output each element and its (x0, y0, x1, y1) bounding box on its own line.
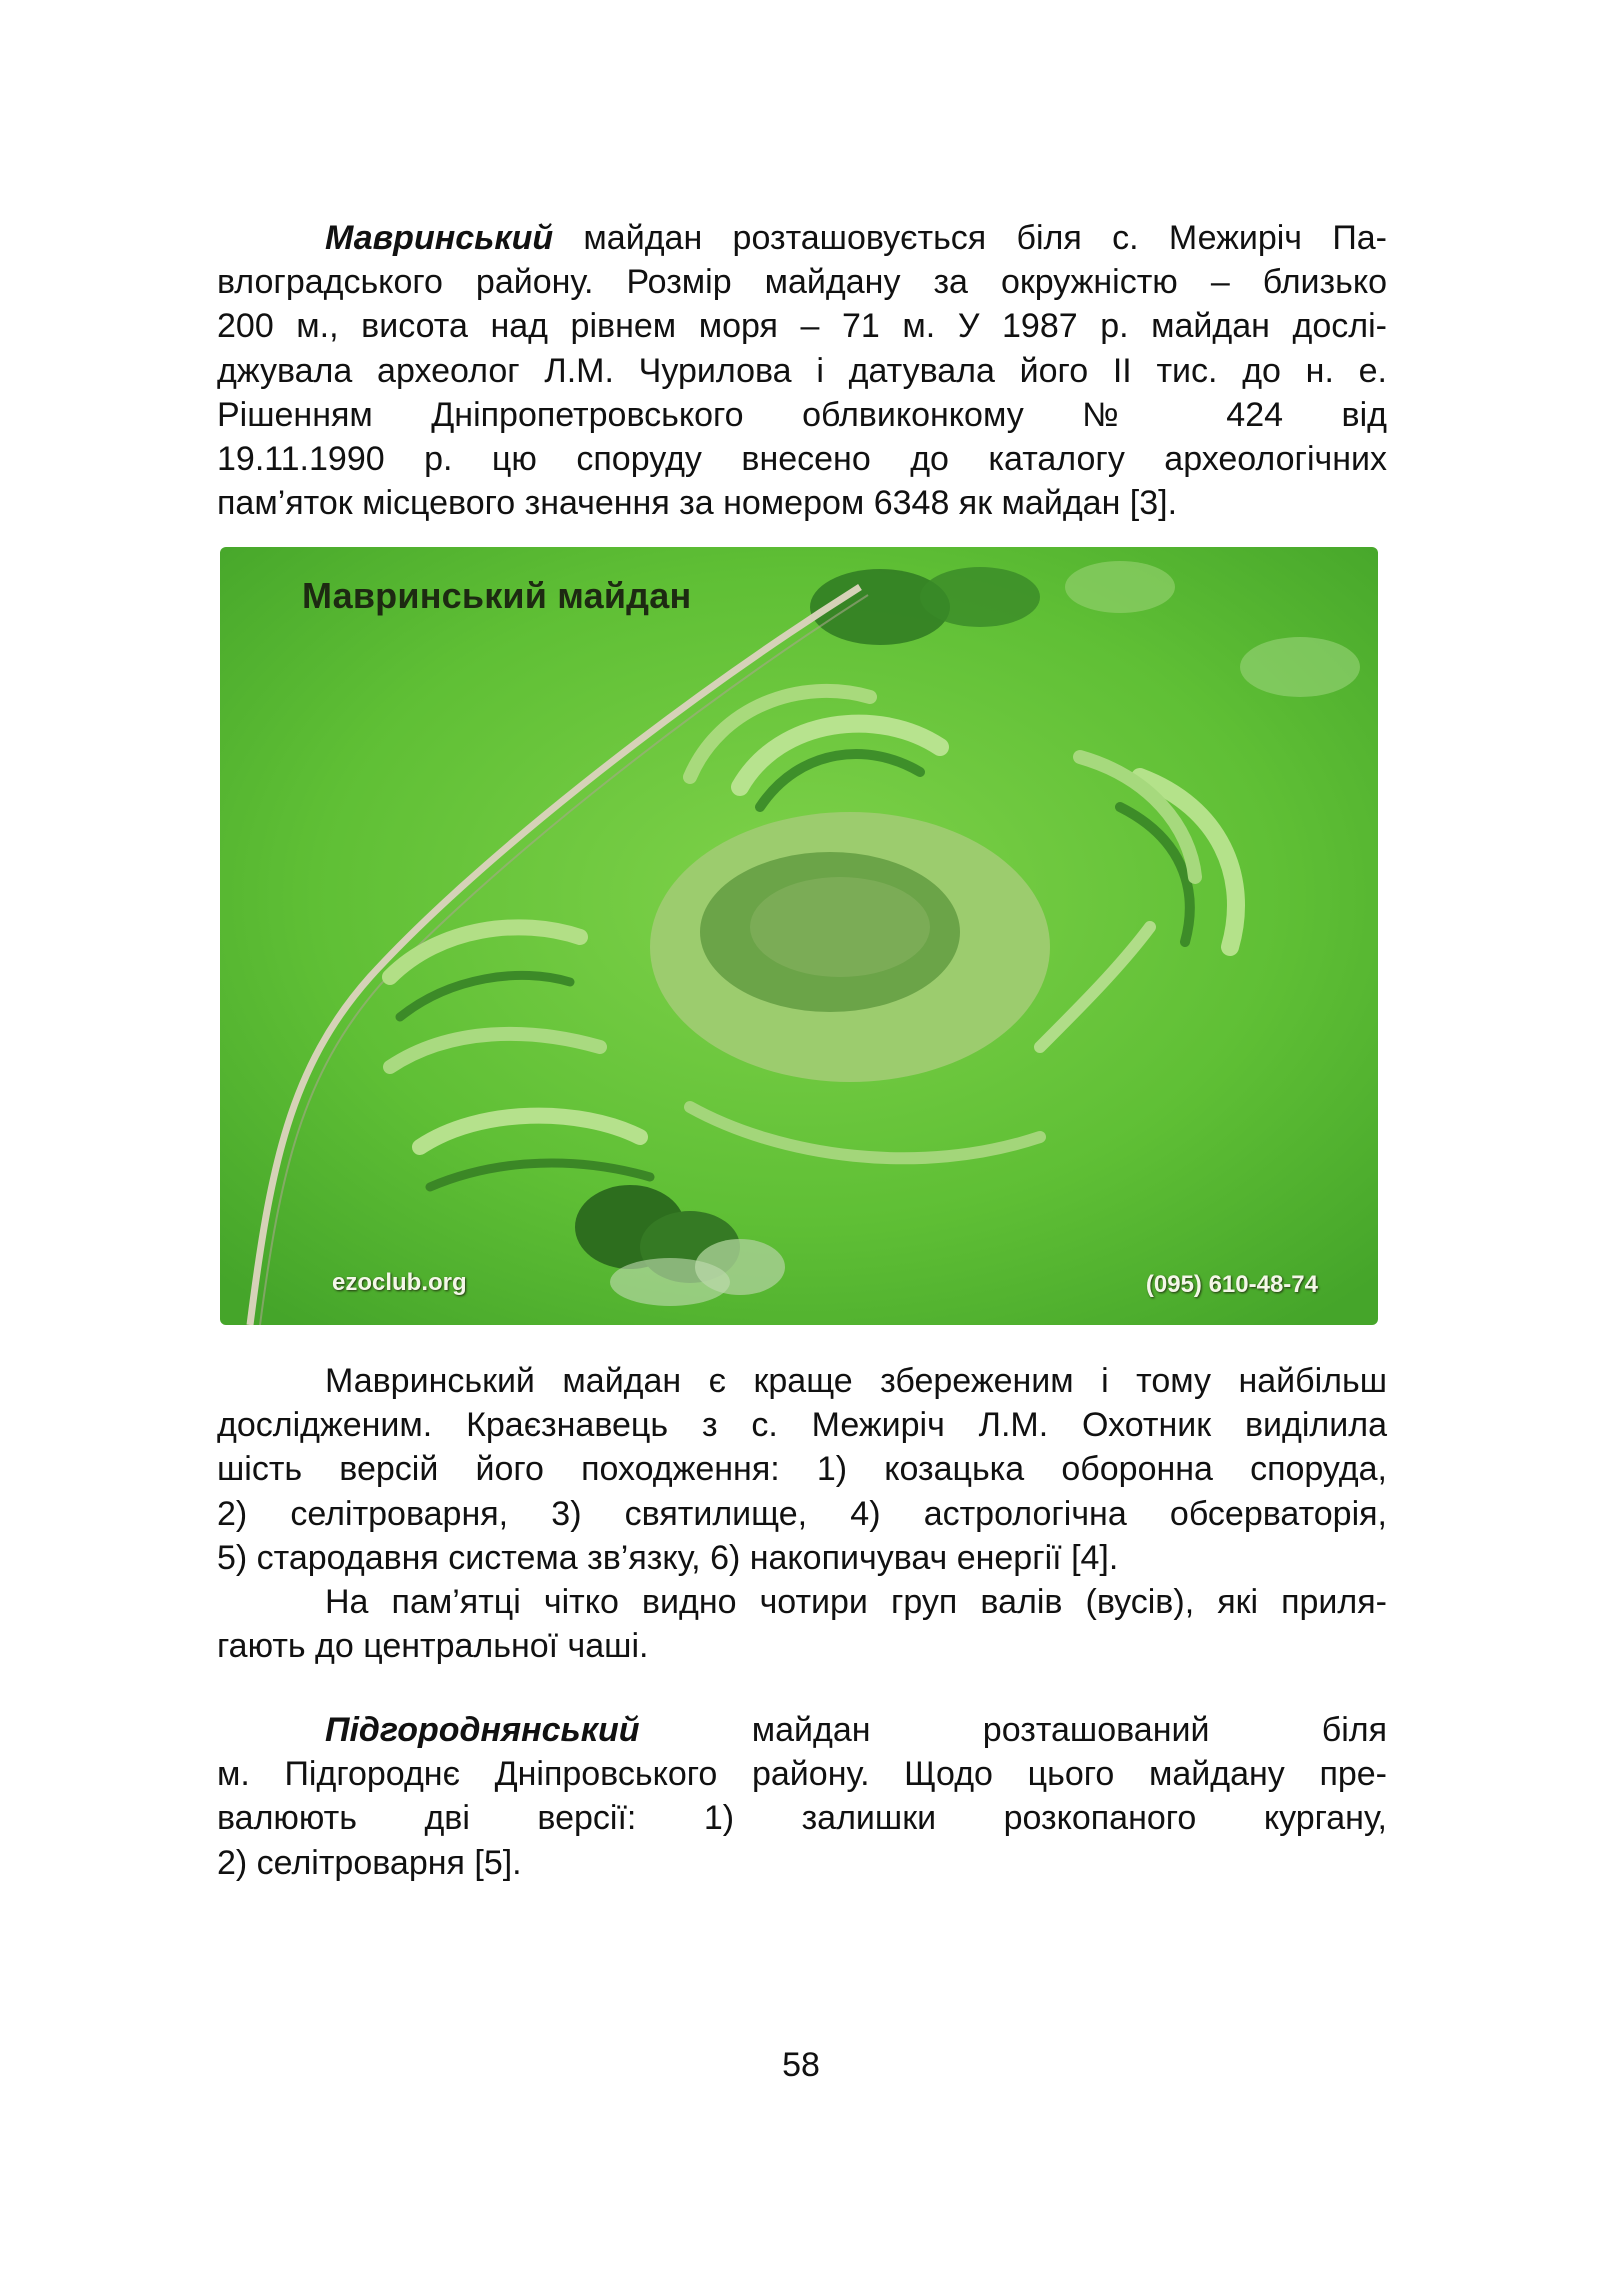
paragraph-line: джувала археолог Л.М. Чурилова і датувала його ІІ тис. до н. е. (217, 351, 1387, 390)
paragraph-line: дослідженим. Краєзнавець з с. Межиріч Л.М. Охотник виділила (217, 1406, 1387, 1445)
paragraph-mavrynskyi-versions (217, 1359, 1387, 1580)
photo-phone-watermark: (095) 610-48-74 (1145, 1271, 1318, 1298)
paragraph-line: гають до центральної чаші. (217, 1627, 649, 1666)
page-number: 58 (782, 2046, 820, 2084)
paragraph-line: влоградського району. Розмір майдану за окружністю – близько (217, 263, 1387, 302)
paragraph-line: 200 м., висота над рівнем моря – 71 м. У 1987 р. майдан дослі- (217, 307, 1387, 346)
paragraph-mavrynskyi-description (217, 216, 1387, 525)
paragraph-line: 2) селітроварня [5]. (217, 1843, 522, 1882)
photo-website-watermark: ezoclub.org (332, 1269, 467, 1296)
paragraph-line: Підгороднянський майдан розташований біля (325, 1711, 1387, 1749)
paragraph-line: пам’яток місцевого значення за номером 6348 як майдан [3]. (217, 484, 1178, 523)
paragraph-line: 2) селітроварня, 3) святилище, 4) астрологічна обсерваторія, (217, 1494, 1387, 1533)
term-pidhorodnianskyi: Підгороднянський (325, 1711, 640, 1749)
paragraph-pidhorodnianskyi-description (217, 1708, 1387, 1885)
paragraph-line: 5) стародавня система зв’язку, 6) накопичувач енергії [4]. (217, 1538, 1119, 1577)
term-mavrynskyi: Мавринський (325, 219, 554, 257)
paragraph-line: На пам’ятці чітко видно чотири груп валів (вусів), які приля- (325, 1583, 1387, 1621)
paragraph-line: 19.11.1990 р. цю споруду внесено до каталогу археологічних (217, 440, 1387, 479)
paragraph-line: Мавринський майдан розташовується біля с. Межиріч Па- (325, 219, 1387, 257)
paragraph-line: м. Підгороднє Дніпровського району. Щодо цього майдану пре- (217, 1755, 1387, 1794)
paragraph-mavrynskyi-ridges (217, 1580, 1387, 1668)
photo-caption: Мавринський майдан (302, 575, 692, 616)
paragraph-line: шість версій його походження: 1) козацька оборонна споруда, (217, 1450, 1387, 1489)
paragraph-line: Рішенням Дніпропетровського облвиконкому № 424 від (217, 395, 1387, 434)
paragraph-line: валюють дві версії: 1) залишки розкопаного кургану, (217, 1799, 1387, 1838)
aerial-photo-mavrynskyi-maidan (220, 547, 1378, 1325)
aerial-photo-illustration (220, 547, 1378, 1325)
paragraph-line: Мавринський майдан є краще збереженим і тому найбільш (325, 1362, 1387, 1400)
